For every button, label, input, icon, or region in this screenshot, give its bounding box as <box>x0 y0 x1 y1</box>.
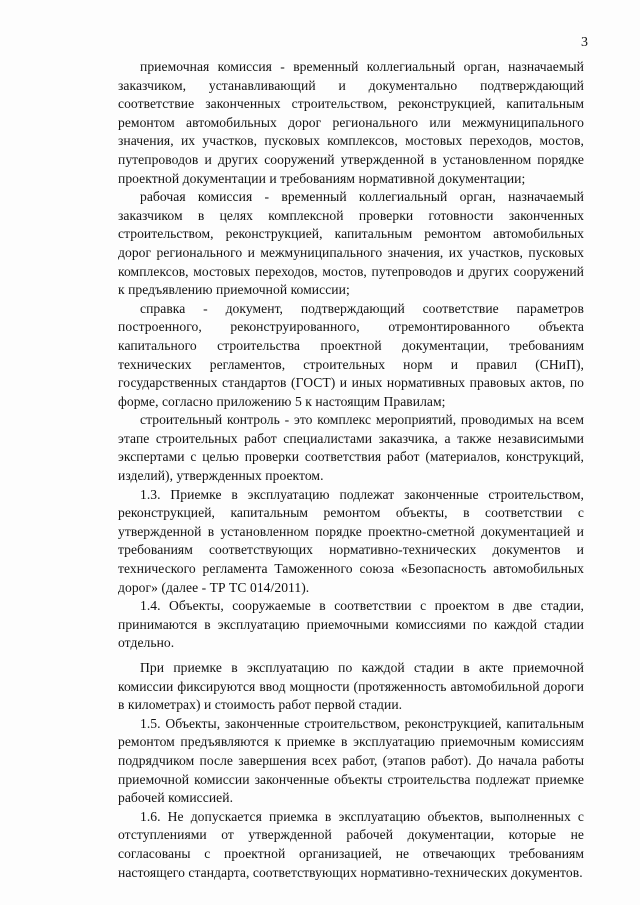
paragraph-acceptance-commission: приемочная комиссия - временный коллегиальный орган, назначаемый заказчиком, устанавливающий и документально подтверждающий соответствие законченных строительством, реконструкцией, капитальным ремонтом автомобильных дорог регионального или межмуниципального значения, их участков, пусковых комплексов, мостовых переходов, мостов, путепроводов и других сооружений утвержденной в установленном порядке проектной документации и требованиям нормативной документации; <box>118 59 584 186</box>
paragraph-1-6: 1.6. Не допускается приемка в эксплуатацию объектов, выполненных с отступлениями от утвержденной рабочей документации, которые не согласованы с проектной организацией, не отвечающих требованиям настоящего стандарта, соответствующих нормативно-технических документов. <box>118 808 584 880</box>
paragraph-1-5: 1.5. Объекты, законченные строительством, реконструкцией, капитальным ремонтом предъявляются к приемке в эксплуатацию приемочным комиссиям подрядчиком после завершения всех работ, (этапов работ). До начала работы приемочной комиссии законченные объекты строительства подлежат приемке рабочей комиссией. <box>118 715 584 806</box>
paragraph-1-3: 1.3. Приемке в эксплуатацию подлежат законченные строительством, реконструкцией, капитальным ремонтом объекты, в соответствии с утвержденной в установленном порядке проектно-сметной документацией и требованиям соответствующих нормативно-технических документов и технического регламента Таможенного союза «Безопасность автомобильных дорог» (далее - ТР ТС 014/2011). <box>118 486 584 595</box>
paragraph-certificate: справка - документ, подтверждающий соответствие параметров построенного, реконструированного, отремонтированного объекта капитального строительства проектной документации, требованиям технических регламентов, строительных норм и правил (СНиП), государственных стандартов (ГОСТ) и иных нормативных правовых актов, по форме, согласно приложению 5 к настоящим Правилам; <box>118 300 584 409</box>
paragraph-1-4: 1.4. Объекты, сооружаемые в соответствии с проектом в две стадии, принимаются в эксплуатацию приемочными комиссиями по каждой стадии отдельно. <box>118 598 584 651</box>
paragraph-construction-control: строительный контроль - это комплекс мероприятий, проводимых на всем этапе строительных работ специалистами заказчика, а также независимыми экспертами с целью проверки соответствия работ (материалов, конструкций, изделий), утвержденных проектом. <box>118 412 584 484</box>
document-body <box>118 58 584 882</box>
paragraph-working-commission: рабочая комиссия - временный коллегиальный орган, назначаемый заказчиком в целях комплексной проверки готовности законченных строительством, реконструкцией, капитальным ремонтом автомобильных дорог регионального и межмуниципального значения, их участков, пусковых комплексов, мостовых переходов, мостов, путепроводов и других сооружений к предъявлению приемочной комиссии; <box>118 189 584 298</box>
paragraph-stage-acceptance: При приемке в эксплуатацию по каждой стадии в акте приемочной комиссии фиксируются ввод мощности (протяженность автомобильной дороги в километрах) и стоимость работ первой стадии. <box>118 660 584 713</box>
page-number: 3 <box>581 35 588 50</box>
